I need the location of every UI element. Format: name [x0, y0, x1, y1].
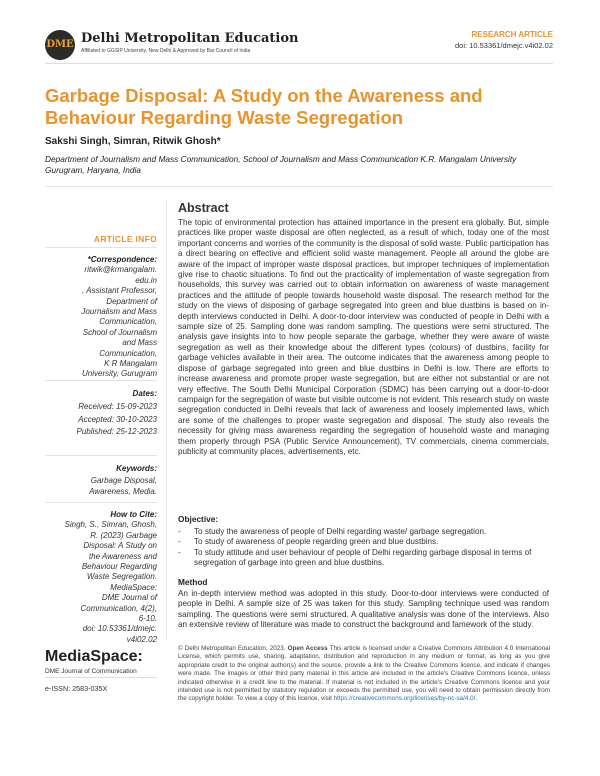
cite-line: the Awareness and: [88, 551, 157, 561]
journal-title: MediaSpace:: [45, 648, 143, 665]
received-date: Received: 15-09-2023: [78, 402, 157, 412]
objective-list: [178, 527, 549, 569]
sidebar-divider: [45, 502, 157, 503]
correspondence-line: School of Journalism: [82, 327, 157, 337]
objective-text: To study the awareness of people of Delhi regarding waste/ garbage segregation.: [194, 527, 487, 536]
open-access-label: Open Access: [287, 645, 328, 652]
column-divider: [166, 200, 167, 640]
cite-line: Waste Segregation.: [86, 572, 157, 582]
correspondence-block: [45, 255, 157, 380]
method-body: An in-depth interview method was adopted in this study. Door-to-door interviews were conducted of people in Delhi. A sample size of 25 was taken for this study. Sampling technique used was random sampling. The questions were semi structured. A qualitative analysis was done of the interviews. Also an extensive review of literature was made to construct the background and famework of the study.: [178, 589, 549, 630]
correspondence-line: Journalism and Mass: [81, 307, 157, 317]
bullet-marker: -: [178, 537, 181, 547]
cite-line: 6-10.: [138, 614, 157, 624]
cite-line: DME Journal of: [101, 593, 157, 603]
method-heading: Method: [178, 577, 208, 587]
journal-subtitle: DME Journal of Communication: [45, 668, 137, 675]
list-item: [178, 548, 549, 569]
keywords-line: Garbage Disposal,: [90, 476, 157, 486]
cite-line: Singh, S., Simran, Ghosh,: [64, 520, 157, 530]
article-info-heading: ARTICLE INFO: [93, 234, 157, 244]
journal-logo: [45, 30, 385, 62]
license-text: [178, 645, 550, 704]
correspondence-line: Department of: [106, 296, 157, 306]
list-item: [178, 537, 549, 547]
dates-block: [45, 389, 157, 438]
cite-line: Communication, 4(2),: [80, 603, 157, 613]
issn: e-ISSN: 2583-035X: [45, 684, 108, 693]
header-divider: [45, 63, 553, 64]
license-body: This article is licensed under a Creative Commons Attribution 4.0 International License, which permits use, sharing, adaptation, distribution and reproduction in any medium or format, as long as you give appropriate credit to the original author(s) and the source, provide a link to the Creative Commons licence, and indicate if changes were made. The images or other third party material in this article are included in the article's Creative Commons licence, unless indicated otherwise in a credit line to the material. If material is not included in the article's Creative Commons licence and your intended use is not permitted by statutory regulation or exceeds the permitted use, you will need to obtain permission directly from the copyright holder. To view a copy of this licence, visit: [178, 645, 551, 703]
bullet-marker: -: [178, 547, 181, 557]
cite-line: MediaSpace:: [110, 582, 157, 592]
article-authors: Sakshi Singh, Simran, Ritwik Ghosh*: [45, 136, 221, 147]
dme-logo-icon: DME: [45, 30, 75, 60]
title-divider: [45, 186, 553, 187]
abstract-body: The topic of environmental protection has attained importance in the present era globally. But, simple practices like proper waste disposal are often neglected, as a result of which, today one of the most important concerns and worries of the community is the disposal of solid waste. Public participation has a direct bearing on effective and efficient solid waste management. People all around the globe are aware of the impact of improper waste disposal practices, but improper techniques of implementation give rise to chaotic situations. To find out the practicality of implementation of waste segregation from households, this survey was carried out to obtain information on awareness of waste management practices and the attitude of people towards household waste disposal. The research method for the study on the views of disposing of garbage segregated into green and blue dustbins is based on in-depth interviews conducted in Delhi. A door-to-door interview was conducted of people in Delhi with a sample size of 25. Sampling done was random sampling. The questions were semi structured. The analysis gave insights into to how people separate the garbage, whether they were aware of waste segregation as well as their knowledge about the different types (colours) of dustbins, facility for garbage vehicles available in their area. The outcome indicates that the awareness among people to dispose of garbage segregated into green and blue dustbins in Delhi is low. There are efforts to increase awareness and promote proper waste segregation, but are either not substantial or are not very effective. The South Delhi Municipal Corporation (SDMC) has been carrying out a door-to-door campaign for the segregation of waste but visible outcome is not evident. This research study on waste segregation conducted in Delhi reveals that lack of awareness and loosely implemented laws, which are some of the challenges to proper waste segregation and disposal. The study also reveals the necessity for giving mass awareness regarding the segregation of household waste and managing them properly through PSA (Public Service Announcement), TV commercials, cinema commercials, publicity at community places, advertisements, etc.: [178, 218, 549, 456]
keywords-line: Awareness, Media.: [89, 486, 157, 496]
sidebar-divider: [45, 455, 157, 456]
abstract-heading: Abstract: [178, 201, 229, 215]
correspondence-line: Communication,: [99, 317, 157, 327]
correspondence-line: , Assistant Professor,: [82, 286, 157, 296]
accepted-date: Accepted: 30-10-2023: [78, 414, 157, 424]
journal-name: Delhi Metropolitan Education: [81, 31, 299, 46]
cite-line: Behaviour Regarding: [81, 562, 157, 572]
objective-text: To study of awareness of people regarding green and blue dustbins.: [194, 537, 439, 547]
sidebar-divider: [45, 380, 157, 381]
cite-line: Disposal: A Study on: [83, 541, 157, 551]
cite-heading: How to Cite:: [110, 510, 157, 519]
article-type: RESEARCH ARTICLE: [471, 30, 553, 39]
objective-heading: Objective:: [178, 514, 219, 524]
cite-line: R. (2023) Garbage: [90, 530, 157, 540]
list-item: [178, 527, 549, 537]
article-title: Garbage Disposal: A Study on the Awareness and Behaviour Regarding Waste Segregation: [45, 85, 483, 128]
cite-line[interactable]: v4i02.02: [126, 634, 157, 644]
keywords-block: [45, 464, 157, 497]
header-doi: doi: 10.53361/dmejc.v4i02.02: [455, 41, 553, 50]
author-affiliation: Department of Journalism and Mass Communication, School of Journalism and Mass Communication K.R. Mangalam University Gurugram, Haryana, India: [45, 154, 517, 175]
correspondence-line[interactable]: edu.in: [135, 275, 157, 285]
correspondence-line[interactable]: ritwik@krmangalam.: [84, 265, 157, 275]
correspondence-heading: *Correspondence:: [87, 255, 157, 264]
dates-heading: Dates:: [132, 389, 157, 398]
footer-divider: [45, 677, 157, 678]
published-date: Published: 25-12-2023: [76, 427, 157, 437]
license-link[interactable]: https://creativecommons.org/licenses/by-nc-sa/4.0/: [333, 695, 476, 703]
citation-block: [45, 510, 157, 645]
correspondence-line: and Mass: [122, 338, 157, 348]
article-info-divider: [45, 247, 157, 248]
correspondence-line: University, Gurugram: [82, 369, 157, 379]
correspondence-line: K R Mangalam: [104, 359, 157, 369]
objective-text: To study attitude and user behaviour of people of Delhi regarding garbage disposal in terms of segregation of garbage into green and blue dustbins.: [194, 547, 532, 568]
keywords-heading: Keywords:: [116, 464, 157, 473]
bullet-marker: -: [178, 527, 181, 536]
license-copyright: © Delhi Metropolitan Education, 2023.: [178, 645, 286, 652]
license-end: .: [475, 695, 478, 703]
cite-line[interactable]: doi: 10.53361/dmejc.: [82, 624, 157, 634]
correspondence-line: Communication,: [99, 348, 157, 358]
journal-affiliation: Affiliated to GGSIP University, New Delhi & Approved by Bar Council of India: [81, 48, 251, 54]
